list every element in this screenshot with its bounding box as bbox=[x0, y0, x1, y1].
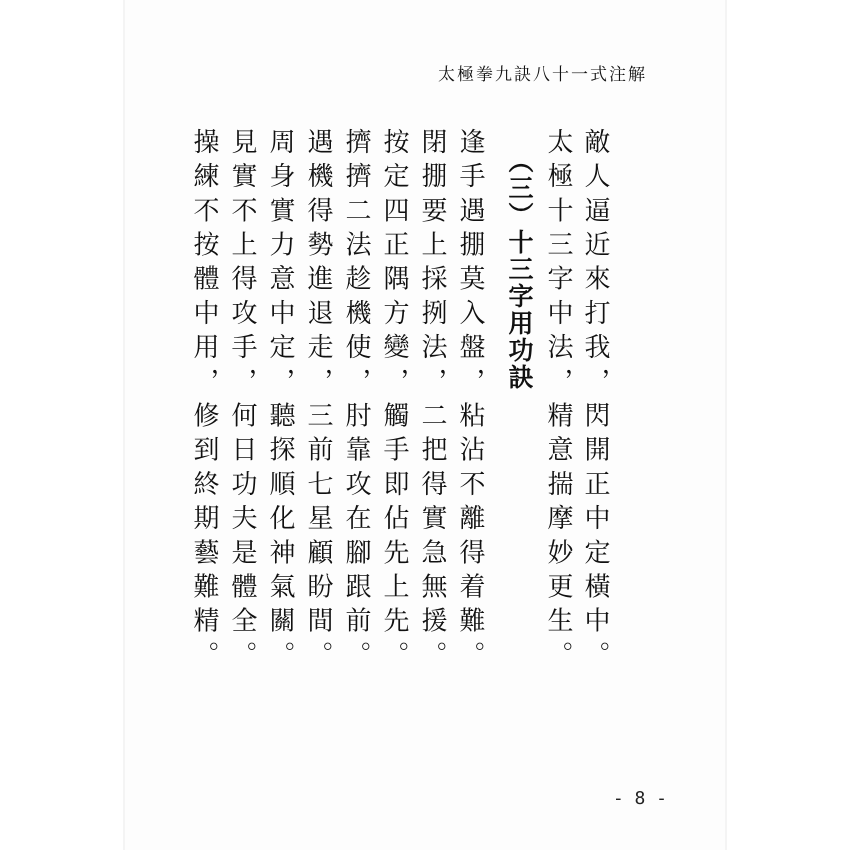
section-line-2: 閉掤要上採挒法，二把得實急無援。 bbox=[417, 128, 447, 676]
section-line-5: 遇機得勢進退走，三前七星顧盼間。 bbox=[303, 128, 333, 676]
section-line-1: 逢手遇掤莫入盤，粘沾不離得着難。 bbox=[455, 128, 485, 676]
running-header: 太極拳九訣八十一式注解 bbox=[438, 65, 647, 85]
verse-line-1: 敵人逼近來打我，閃開正中定橫中。 bbox=[580, 128, 610, 676]
page-number: - 8 - bbox=[612, 788, 667, 809]
book-page bbox=[125, 0, 725, 850]
section-line-4: 擠擠二法趁機使，肘靠攻在腳跟前。 bbox=[341, 128, 371, 676]
section-line-7: 見實不上得攻手，何日功夫是體全。 bbox=[227, 128, 257, 676]
section-line-6: 周身實力意中定，聽探順化神氣關。 bbox=[265, 128, 295, 676]
section-line-3: 按定四正隅方變，觸手即佔先上先。 bbox=[379, 128, 409, 676]
section-heading: （三）十三字用功訣 bbox=[505, 148, 534, 391]
section-line-8: 操練不按體中用，修到終期藝難精。 bbox=[189, 128, 219, 676]
verse-line-2: 太極十三字中法，精意揣摩妙更生。 bbox=[543, 128, 573, 676]
